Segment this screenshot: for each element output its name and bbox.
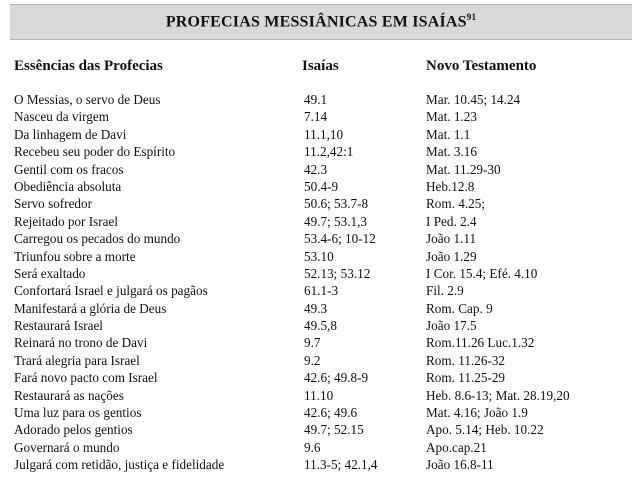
page-title: PROFECIAS MESSIÂNICAS EM ISAÍAS$^{91}$ bbox=[165, 12, 477, 31]
isaiah-reference-cell: 11.3-5; 42.1,4 bbox=[304, 457, 378, 473]
essence-cell: Gentil com os fracos bbox=[14, 161, 124, 177]
new-testament-reference-cell: Rom. Cap. 9 bbox=[426, 300, 493, 316]
table-row bbox=[0, 265, 640, 282]
table-row bbox=[0, 213, 640, 230]
header-essence: Essências das Profecias bbox=[14, 58, 163, 74]
essence-cell: Restaurará as nações bbox=[14, 387, 124, 403]
isaiah-reference-cell: 53.4-6; 10-12 bbox=[304, 231, 376, 247]
isaiah-reference-cell: 11.1,10 bbox=[304, 126, 344, 142]
column-headers bbox=[0, 58, 640, 78]
title-bar bbox=[10, 4, 632, 40]
essence-cell: Rejeitado por Israel bbox=[14, 213, 118, 229]
essence-cell: Recebeu seu poder do Espírito bbox=[14, 144, 176, 160]
isaiah-reference-cell: 52.13; 53.12 bbox=[304, 265, 371, 281]
new-testament-reference-cell: Fil. 2.9 bbox=[426, 283, 464, 299]
isaiah-reference-cell: 42.6; 49.8-9 bbox=[304, 370, 369, 386]
isaiah-reference-cell: 61.1-3 bbox=[304, 283, 339, 299]
isaiah-reference-cell: 9.6 bbox=[304, 439, 321, 455]
header-isaiah: Isaías bbox=[302, 58, 339, 74]
table-row bbox=[0, 230, 640, 247]
essence-cell: Governará o mundo bbox=[14, 439, 120, 455]
isaiah-reference-cell: 49.7; 52.15 bbox=[304, 422, 364, 438]
isaiah-reference-cell: 50.4-9 bbox=[304, 178, 339, 194]
new-testament-reference-cell: Apo. 5.14; Heb. 10.22 bbox=[426, 422, 544, 438]
new-testament-reference-cell: João 16.8-11 bbox=[426, 457, 494, 473]
new-testament-reference-cell: Mat. 1.1 bbox=[426, 126, 471, 142]
isaiah-reference-cell: 53.10 bbox=[304, 248, 334, 264]
essence-cell: Carregou os pecados do mundo bbox=[14, 231, 181, 247]
table-row bbox=[0, 369, 640, 386]
table-row bbox=[0, 143, 640, 160]
header-new-testament: Novo Testamento bbox=[426, 58, 537, 74]
new-testament-reference-cell: Mat. 3.16 bbox=[426, 144, 477, 160]
essence-cell: Da linhagem de Davi bbox=[14, 126, 127, 142]
essence-cell: Triunfou sobre a morte bbox=[14, 248, 136, 264]
new-testament-reference-cell: Mat. 1.23 bbox=[426, 109, 477, 125]
isaiah-reference-cell: 49.3 bbox=[304, 300, 328, 316]
table-row bbox=[0, 126, 640, 143]
essence-cell: Será exaltado bbox=[14, 265, 86, 281]
essence-cell: Confortará Israel e julgará os pagãos bbox=[14, 283, 208, 299]
essence-cell: Obediência absoluta bbox=[14, 178, 122, 194]
essence-cell: Reinará no trono de Davi bbox=[14, 335, 148, 351]
new-testament-reference-cell: Rom.11.26 Luc.1.32 bbox=[426, 335, 535, 351]
table-row bbox=[0, 178, 640, 195]
isaiah-reference-cell: 49.7; 53.1,3 bbox=[304, 213, 368, 229]
new-testament-reference-cell: Rom. 11.26-32 bbox=[426, 352, 506, 368]
essence-cell: Nasceu da virgem bbox=[14, 109, 109, 125]
isaiah-reference-cell: 49.1 bbox=[304, 92, 328, 107]
new-testament-reference-cell: João 1.11 bbox=[426, 231, 477, 247]
new-testament-reference-cell: Mat. 4.16; João 1.9 bbox=[426, 405, 528, 421]
table-row bbox=[0, 334, 640, 351]
new-testament-reference-cell: João 1.29 bbox=[426, 248, 477, 264]
table-row bbox=[0, 387, 640, 404]
new-testament-reference-cell: Heb.12.8 bbox=[426, 178, 475, 194]
table-row bbox=[0, 195, 640, 212]
isaiah-reference-cell: 9.7 bbox=[304, 335, 321, 351]
essence-cell: Fará novo pacto com Israel bbox=[14, 370, 158, 386]
essence-cell: Uma luz para os gentios bbox=[14, 405, 142, 421]
essence-cell: Restaurará Israel bbox=[14, 318, 103, 334]
essence-cell: Julgará com retidão, justiça e fidelidade bbox=[14, 457, 225, 473]
essence-cell: Trará alegria para Israel bbox=[14, 352, 140, 368]
table-row bbox=[0, 421, 640, 438]
table-row bbox=[0, 352, 640, 369]
new-testament-reference-cell: Apo.cap.21 bbox=[426, 439, 487, 455]
new-testament-reference-cell: Heb. 8.6-13; Mat. 28.19,20 bbox=[426, 387, 570, 403]
prophecy-table bbox=[0, 91, 640, 474]
isaiah-reference-cell: 9.2 bbox=[304, 352, 321, 368]
new-testament-reference-cell: João 17.5 bbox=[426, 318, 477, 334]
footnote-number: 91 bbox=[466, 12, 477, 23]
isaiah-reference-cell: 11.2,42:1 bbox=[304, 144, 354, 160]
table-row bbox=[0, 248, 640, 265]
isaiah-reference-cell: 42.6; 49.6 bbox=[304, 405, 358, 421]
table-row bbox=[0, 91, 640, 108]
isaiah-reference-cell: 11.10 bbox=[304, 387, 334, 403]
new-testament-reference-cell: Mat. 11.29-30 bbox=[426, 161, 501, 177]
new-testament-reference-cell: Rom. 11.25-29 bbox=[426, 370, 506, 386]
isaiah-reference-cell: 50.6; 53.7-8 bbox=[304, 196, 369, 212]
table-row bbox=[0, 282, 640, 299]
table-row bbox=[0, 404, 640, 421]
table-row bbox=[0, 439, 640, 456]
new-testament-reference-cell: I Ped. 2.4 bbox=[426, 213, 477, 229]
new-testament-reference-cell: I Cor. 15.4; Efé. 4.10 bbox=[426, 265, 538, 281]
table-row bbox=[0, 300, 640, 317]
new-testament-reference-cell: Rom. 4.25; bbox=[426, 196, 485, 212]
new-testament-reference-cell: Mar. 10.45; 14.24 bbox=[426, 92, 521, 107]
isaiah-reference-cell: 42.3 bbox=[304, 161, 328, 177]
table-row bbox=[0, 161, 640, 178]
essence-cell: Manifestará a glória de Deus bbox=[14, 300, 167, 316]
essence-cell: Adorado pelos gentios bbox=[14, 422, 133, 438]
isaiah-reference-cell: 49.5,8 bbox=[304, 318, 337, 334]
essence-cell: Servo sofredor bbox=[14, 196, 93, 212]
essence-cell: O Messias, o servo de Deus bbox=[14, 92, 161, 107]
table-row bbox=[0, 108, 640, 125]
isaiah-reference-cell: 7.14 bbox=[304, 109, 328, 125]
table-row bbox=[0, 456, 640, 473]
table-row bbox=[0, 317, 640, 334]
